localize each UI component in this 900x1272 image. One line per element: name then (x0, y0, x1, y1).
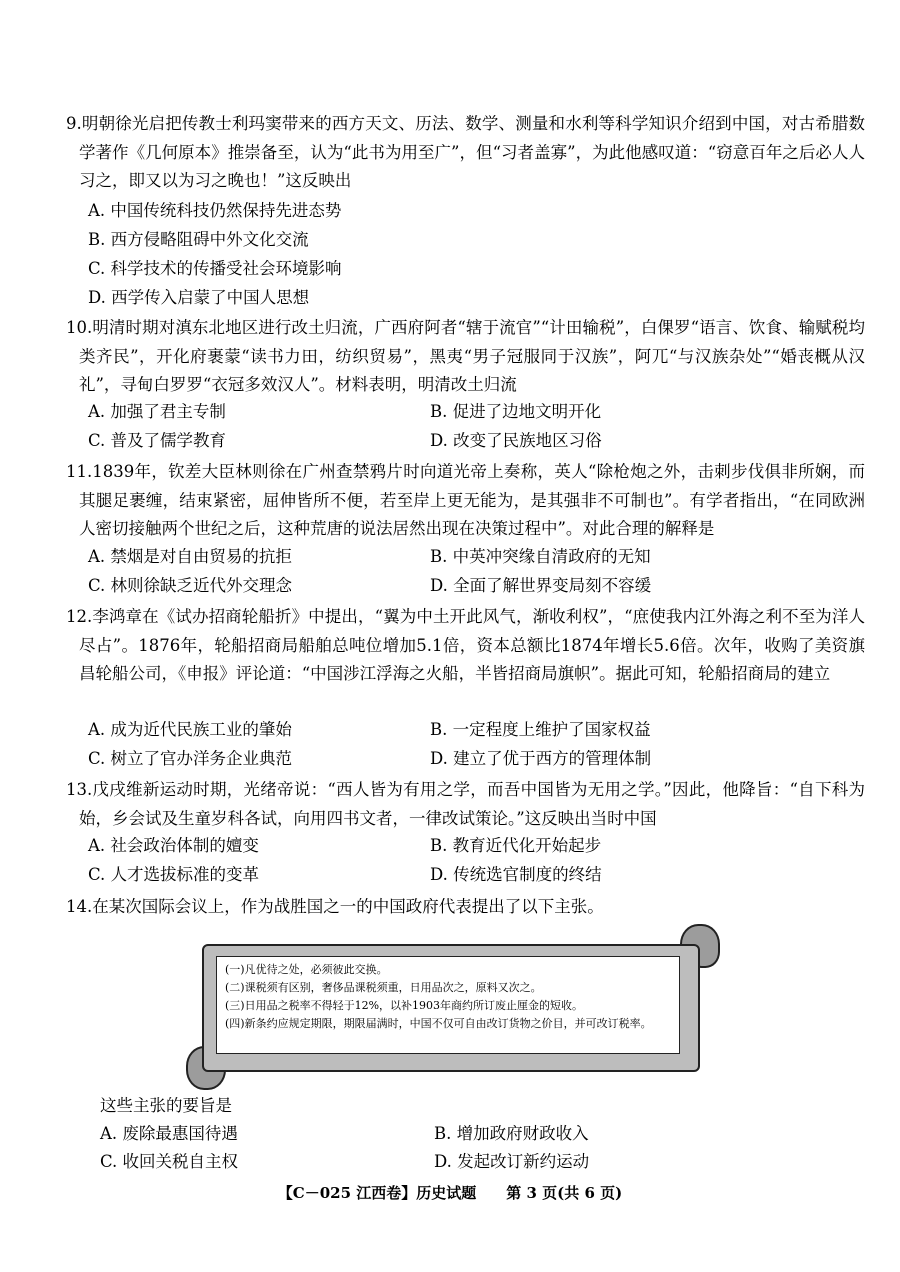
question-14-stem: 14.在某次国际会议上，作为战胜国之一的中国政府代表提出了以下主张。 (66, 897, 604, 916)
question-13-stem: 13.戊戌维新运动时期，光绪帝说：“西人皆为有用之学，而吾中国皆为无用之学。”因此，他降旨：“自下科为始，乡会试及生童岁科各试，向用四书文者，一律改试策论。”这反映出当时中国 (66, 780, 865, 828)
question-10-option-a: A. 加强了君主专制 (88, 402, 226, 421)
scroll-material (186, 924, 720, 1090)
question-10-option-d: D. 改变了民族地区习俗 (430, 431, 602, 450)
question-9-option-a: A. 中国传统科技仍然保持先进态势 (88, 201, 342, 220)
question-9-option-c: C. 科学技术的传播受社会环境影响 (88, 259, 342, 278)
question-11-option-d: D. 全面了解世界变局刻不容缓 (430, 576, 652, 595)
question-14-option-a: A. 废除最惠国待遇 (100, 1124, 238, 1143)
question-13-option-c: C. 人才选拔标准的变革 (88, 865, 260, 884)
question-12-option-c: C. 树立了官办洋务企业典范 (88, 749, 293, 768)
scroll-line-3: (三)日用品之税率不得轻于12%，以补1903年商约所订废止厘金的短收。 (225, 999, 584, 1012)
question-10-option-c: C. 普及了儒学教育 (88, 431, 227, 450)
question-14-prompt: 这些主张的要旨是 (100, 1096, 232, 1115)
question-14-option-d: D. 发起改订新约运动 (434, 1152, 590, 1171)
question-11-stem: 11.1839年，钦差大臣林则徐在广州查禁鸦片时向道光帝上奏称，英人“除枪炮之外，击刺步伐俱非所娴，而其腿足裹缠，结束紧密，屈伸皆所不便，若至岸上更无能为，是其强非不可制也”。有学者指出，“在同欧洲人密切接触两个世纪之后，这种荒唐的说法居然出现在决策过程中”。对此合理的解释是 (66, 462, 865, 538)
question-11-option-c: C. 林则徐缺乏近代外交理念 (88, 576, 293, 595)
question-10-stem: 10.明清时期对滇东北地区进行改土归流，广西府阿者“辖于流官”“计田输税”，白倮罗“语言、饮食、输赋税均类齐民”，开化府裹蒙“读书力田，纺织贸易”，黑夷“男子冠服同于汉族”，阿兀“与汉族杂处”“婚丧概从汉礼”，寻甸白罗罗“衣冠多效汉人”。材料表明，明清改土归流 (66, 318, 865, 394)
question-14-option-c: C. 收回关税自主权 (100, 1152, 239, 1171)
question-13-option-b: B. 教育近代化开始起步 (430, 836, 602, 855)
question-10-option-b: B. 促进了边地文明开化 (430, 402, 602, 421)
scroll-text-box (216, 956, 680, 1054)
question-9-option-d: D. 西学传入启蒙了中国人思想 (88, 288, 310, 307)
scroll-line-1: (一)凡优待之处，必须彼此交换。 (225, 963, 388, 976)
question-12-stem: 12.李鸿章在《试办招商轮船折》中提出，“翼为中土开此风气，渐收利权”，“庶使我内江外海之利不至为洋人尽占”。1876年，轮船招商局船舶总吨位增加5.1倍，资本总额比1874年增长5.6倍。次年，收购了美资旗昌轮船公司，《申报》评论道：“中国涉江浮海之火船，半皆招商局旗帜”。据此可知，轮船招商局的建立 (66, 607, 865, 683)
question-9-option-b: B. 西方侵略阻碍中外文化交流 (88, 230, 309, 249)
question-11-option-b: B. 中英冲突缘自清政府的无知 (430, 547, 651, 566)
question-13-option-a: A. 社会政治体制的嬗变 (88, 836, 259, 855)
question-12-option-a: A. 成为近代民族工业的肇始 (88, 720, 292, 739)
question-12-option-d: D. 建立了优于西方的管理体制 (430, 749, 652, 768)
scroll-line-2: (二)课税须有区别，奢侈品课税须重，日用品次之，原料又次之。 (225, 981, 542, 994)
question-13-option-d: D. 传统选官制度的终结 (430, 865, 602, 884)
question-14-option-b: B. 增加政府财政收入 (434, 1124, 589, 1143)
question-12-option-b: B. 一定程度上维护了国家权益 (430, 720, 651, 739)
question-9-stem: 9.明朝徐光启把传教士利玛窦带来的西方天文、历法、数学、测量和水利等科学知识介绍到中国，对古希腊数学著作《几何原本》推崇备至，认为“此书为用至广”，但“习者盖寡”，为此他感叹道：“窃意百年之后必人人习之，即又以为习之晚也！”这反映出 (66, 114, 865, 190)
question-11-option-a: A. 禁烟是对自由贸易的抗拒 (88, 547, 292, 566)
page-footer: 【C－025 江西卷】历史试题 第 3 页(共 6 页) (277, 1184, 623, 1202)
scroll-line-4: (四)新条约应规定期限，期限届满时，中国不仅可自由改订货物之价目，并可改订税率。 (225, 1017, 652, 1030)
